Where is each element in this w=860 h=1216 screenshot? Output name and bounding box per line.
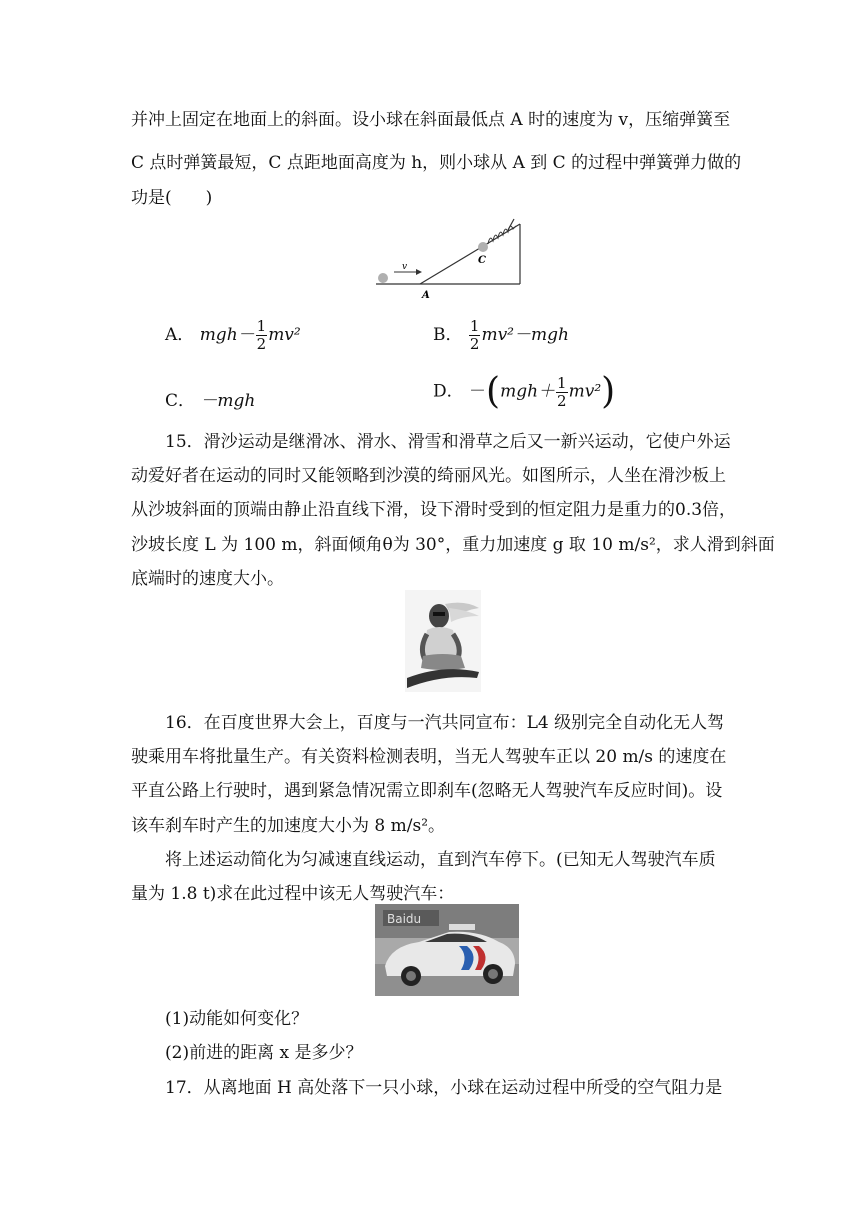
label-c: C [478, 255, 486, 266]
right-bracket: ) [601, 371, 616, 412]
option-b-post: mv²－mgh [481, 325, 569, 345]
option-a[interactable] [165, 318, 301, 353]
half-fraction-b: $\frac{1}{2}$ [469, 317, 480, 353]
option-d-pre: － [469, 381, 487, 402]
q14-line-2: C 点时弹簧最短，C 点距地面高度为 h，则小球从 A 到 C 的过程中弹簧弹力做的 [131, 153, 742, 173]
option-c-label: C． [165, 391, 196, 411]
q16-line-2: 驶乘用车将批量生产。有关资料检测表明，当无人驾驶车正以 20 m/s 的速度在 [131, 747, 727, 767]
sand-slider-photo [405, 590, 481, 692]
q16-sub-2: (2)前进的距离 x 是多少？ [165, 1043, 363, 1063]
incline-slope [420, 224, 520, 284]
option-d-inner: mgh＋ [500, 381, 556, 402]
q16-line-1: 16．在百度世界大会上，百度与一汽共同宣布：L4 级别完全自动化无人驾 [165, 713, 725, 733]
label-a: A [422, 290, 430, 301]
q16-line-5: 将上述运动简化为匀减速直线运动，直到汽车停下。(已知无人驾驶汽车质 [165, 850, 716, 870]
ball-moving [378, 273, 388, 283]
q17-line-1: 17．从离地面 H 高处落下一只小球，小球在运动过程中所受的空气阻力是 [165, 1078, 723, 1098]
q15-line-1: 15．滑沙运动是继滑冰、滑水、滑雪和滑草之后又一新兴运动，它使户外运 [165, 432, 731, 452]
q15-line-5: 底端时的速度大小。 [131, 569, 284, 589]
q14-line-3: 功是( ) [131, 188, 213, 208]
option-d-post: mv² [568, 381, 602, 402]
velocity-arrowhead [416, 269, 422, 275]
q16-line-6: 量为 1.8 t)求在此过程中该无人驾驶汽车： [131, 884, 455, 904]
q15-line-2: 动爱好者在运动的同时又能领略到沙漠的绮丽风光。如图所示，人坐在滑沙板上 [131, 466, 726, 486]
driverless-car-photo [375, 904, 519, 996]
option-c-text: －mgh [200, 391, 256, 411]
option-a-post: mv² [268, 325, 301, 345]
option-b-label: B． [433, 325, 463, 345]
option-c[interactable] [165, 390, 255, 412]
left-bracket: ( [486, 371, 501, 412]
ball-at-c [478, 242, 488, 252]
option-d-label: D． [433, 381, 464, 402]
label-v: v [402, 262, 408, 272]
option-a-label: A． [165, 325, 195, 345]
half-fraction-a: $\frac{1}{2}$ [256, 317, 267, 353]
q15-line-3: 从沙坡斜面的顶端由静止沿直线下滑，设下滑时受到的恒定阻力是重力的0.3倍， [131, 500, 737, 520]
q14-line-1: 并冲上固定在地面上的斜面。设小球在斜面最低点 A 时的速度为 v，压缩弹簧至 [131, 110, 731, 130]
option-b[interactable] [433, 318, 569, 353]
q15-line-4: 沙坡长度 L 为 100 m，斜面倾角θ为 30°，重力加速度 g 取 10 m/s²，求人滑到斜面 [131, 535, 775, 555]
q16-line-3: 平直公路上行驶时，遇到紧急情况需立即刹车(忽略无人驾驶汽车反应时间)。设 [131, 781, 723, 801]
q16-line-4: 该车刹车时产生的加速度大小为 8 m/s²。 [131, 816, 446, 836]
option-d[interactable] [433, 372, 615, 412]
q16-sub-1: (1)动能如何变化？ [165, 1009, 309, 1029]
incline-spring-figure [372, 214, 524, 302]
building-sign: Baidu [387, 912, 422, 926]
option-a-pre: mgh－ [199, 325, 255, 345]
half-fraction-d: $\frac{1}{2}$ [557, 373, 567, 410]
